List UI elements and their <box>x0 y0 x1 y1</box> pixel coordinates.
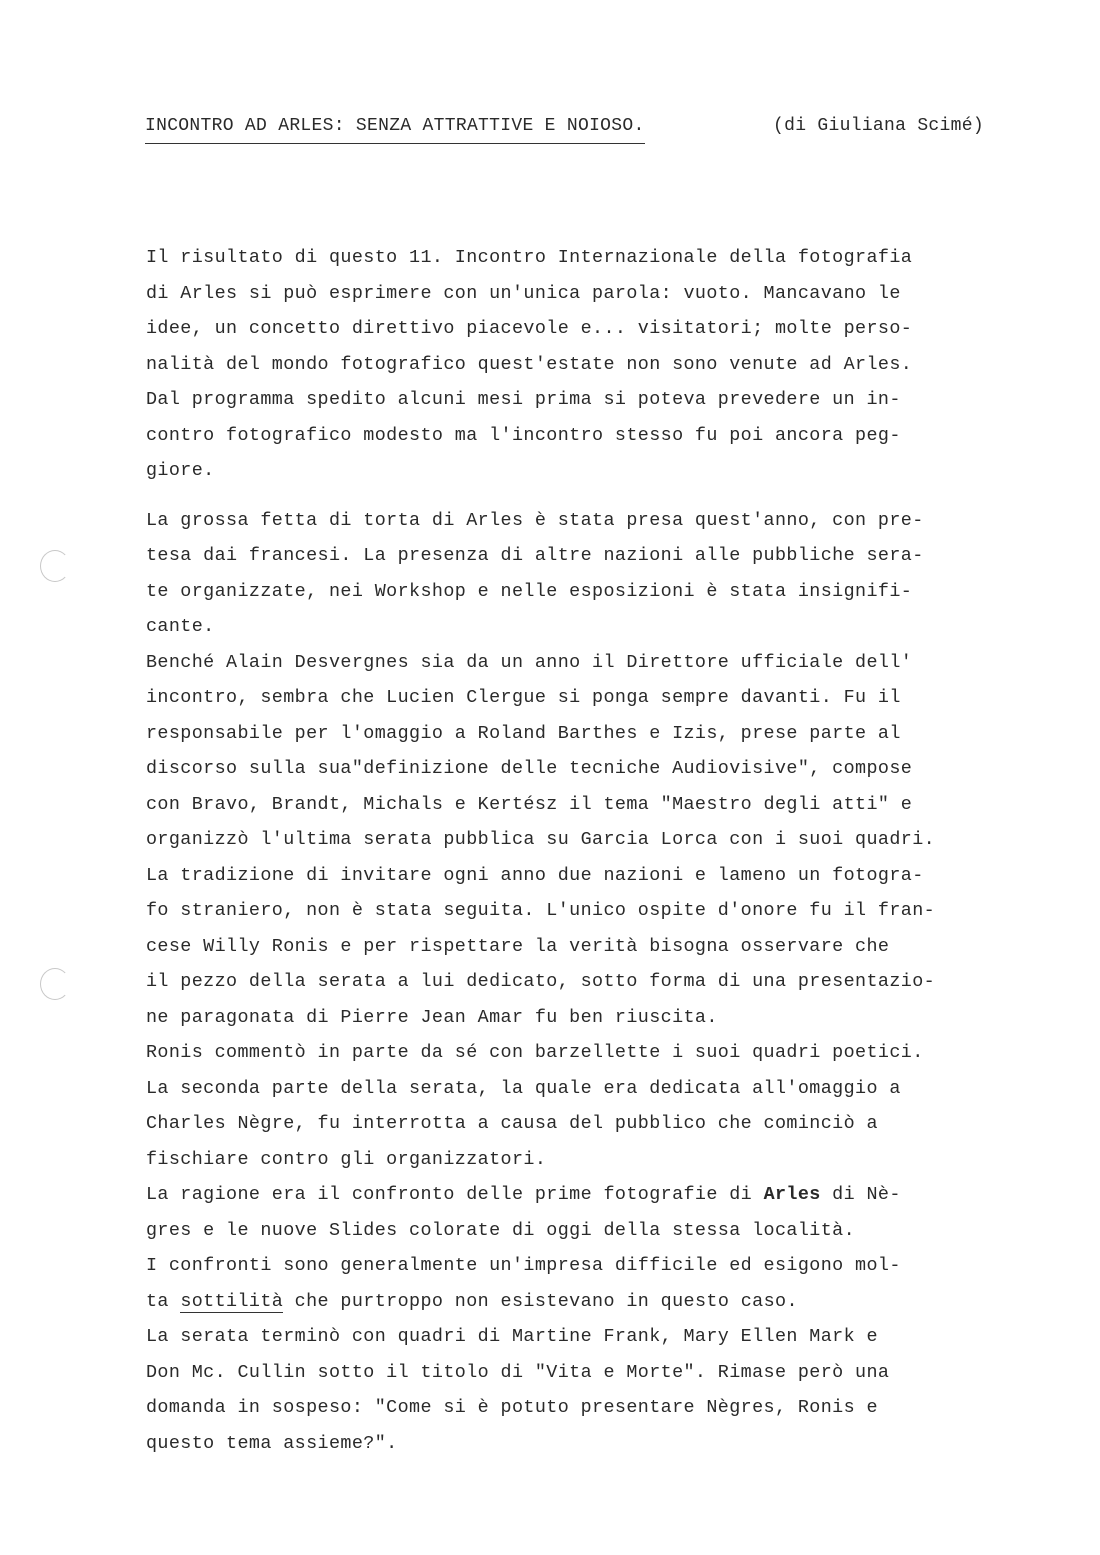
text-line: Don Mc. Cullin sotto il titolo di "Vita e Morte". Rimase però una <box>146 1361 890 1383</box>
text-line: con Bravo, Brandt, Michals e Kertész il tema "Maestro degli atti" e <box>146 793 913 815</box>
text-line: gres e le nuove Slides colorate di oggi della stessa località. <box>146 1219 856 1241</box>
text-line: domanda in sospeso: "Come si è potuto presentare Nègres, Ronis e <box>146 1397 878 1418</box>
text-line: fischiare contro gli organizzatori. <box>146 1148 547 1170</box>
text-line: cante. <box>146 616 215 637</box>
text-line: ne paragonata di Pierre Jean Amar fu ben riuscita. <box>146 1006 718 1028</box>
text-line: ta sottilità che purtroppo non esistevano in questo caso. <box>146 1290 798 1312</box>
text-line: fo straniero, non è stata seguita. L'unico ospite d'onore fu il fran- <box>146 900 936 921</box>
text-line: responsabile per l'omaggio a Roland Barthes e Izis, prese parte al <box>146 722 901 744</box>
text-line: La seconda parte della serata, la quale era dedicata all'omaggio a <box>146 1077 901 1099</box>
text-line: Dal programma spedito alcuni mesi prima si poteva prevedere un in- <box>146 389 901 410</box>
text-line: contro fotografico modesto ma l'incontro stesso fu poi ancora peg- <box>146 424 901 446</box>
text-line: La ragione era il confronto delle prime fotografie di Arles di Nè- <box>146 1184 901 1205</box>
text-line: discorso sulla sua"definizione delle tecniche Audiovisive", compose <box>146 758 913 779</box>
text-line: te organizzate, nei Workshop e nelle esposizioni è stata insignifi- <box>146 580 913 602</box>
underlined-word: sottilità <box>180 1290 284 1312</box>
document-author: (di Giuliana Scimé) <box>773 116 984 136</box>
text-line: La grossa fetta di torta di Arles è stata presa quest'anno, con pre- <box>146 509 924 531</box>
paragraph-1 <box>146 240 1076 489</box>
document-body <box>146 240 1076 1461</box>
text-line: Charles Nègre, fu interrotta a causa del pubblico che cominciò a <box>146 1113 878 1134</box>
text-line: La serata terminò con quadri di Martine Frank, Mary Ellen Mark e <box>146 1326 878 1347</box>
paragraph-2 <box>146 503 1076 1462</box>
text-line: cese Willy Ronis e per rispettare la verità bisogna osservare che <box>146 935 890 957</box>
punch-hole-bottom <box>40 968 70 1000</box>
text-line: giore. <box>146 460 215 481</box>
text-line: tesa dai francesi. La presenza di altre nazioni alle pubbliche sera- <box>146 545 924 566</box>
punch-hole-top <box>40 550 70 582</box>
text-line: il pezzo della serata a lui dedicato, sotto forma di una presentazio- <box>146 971 936 992</box>
struck-word: Arles <box>763 1184 821 1205</box>
text-line: organizzò l'ultima serata pubblica su Garcia Lorca con i suoi quadri. <box>146 829 936 850</box>
text-line: La tradizione di invitare ogni anno due nazioni e lameno un fotogra- <box>146 864 924 886</box>
document-header <box>145 116 1045 156</box>
document-title: INCONTRO AD ARLES: SENZA ATTRATTIVE E NOIOSO. <box>145 116 645 144</box>
text-line: Ronis commentò in parte da sé con barzellette i suoi quadri poetici. <box>146 1042 924 1063</box>
text-line: di Arles si può esprimere con un'unica parola: vuoto. Mancavano le <box>146 282 901 304</box>
text-line: incontro, sembra che Lucien Clergue si ponga sempre davanti. Fu il <box>146 687 901 708</box>
text-line: nalità del mondo fotografico quest'estate non sono venute ad Arles. <box>146 353 913 375</box>
text-line: questo tema assieme?". <box>146 1432 398 1454</box>
text-line: idee, un concetto direttivo piacevole e... visitatori; molte perso- <box>146 318 913 339</box>
text-line: I confronti sono generalmente un'impresa difficile ed esigono mol- <box>146 1255 901 1276</box>
text-line: Benché Alain Desvergnes sia da un anno il Direttore ufficiale dell' <box>146 651 913 673</box>
text-line: Il risultato di questo 11. Incontro Internazionale della fotografia <box>146 247 913 268</box>
